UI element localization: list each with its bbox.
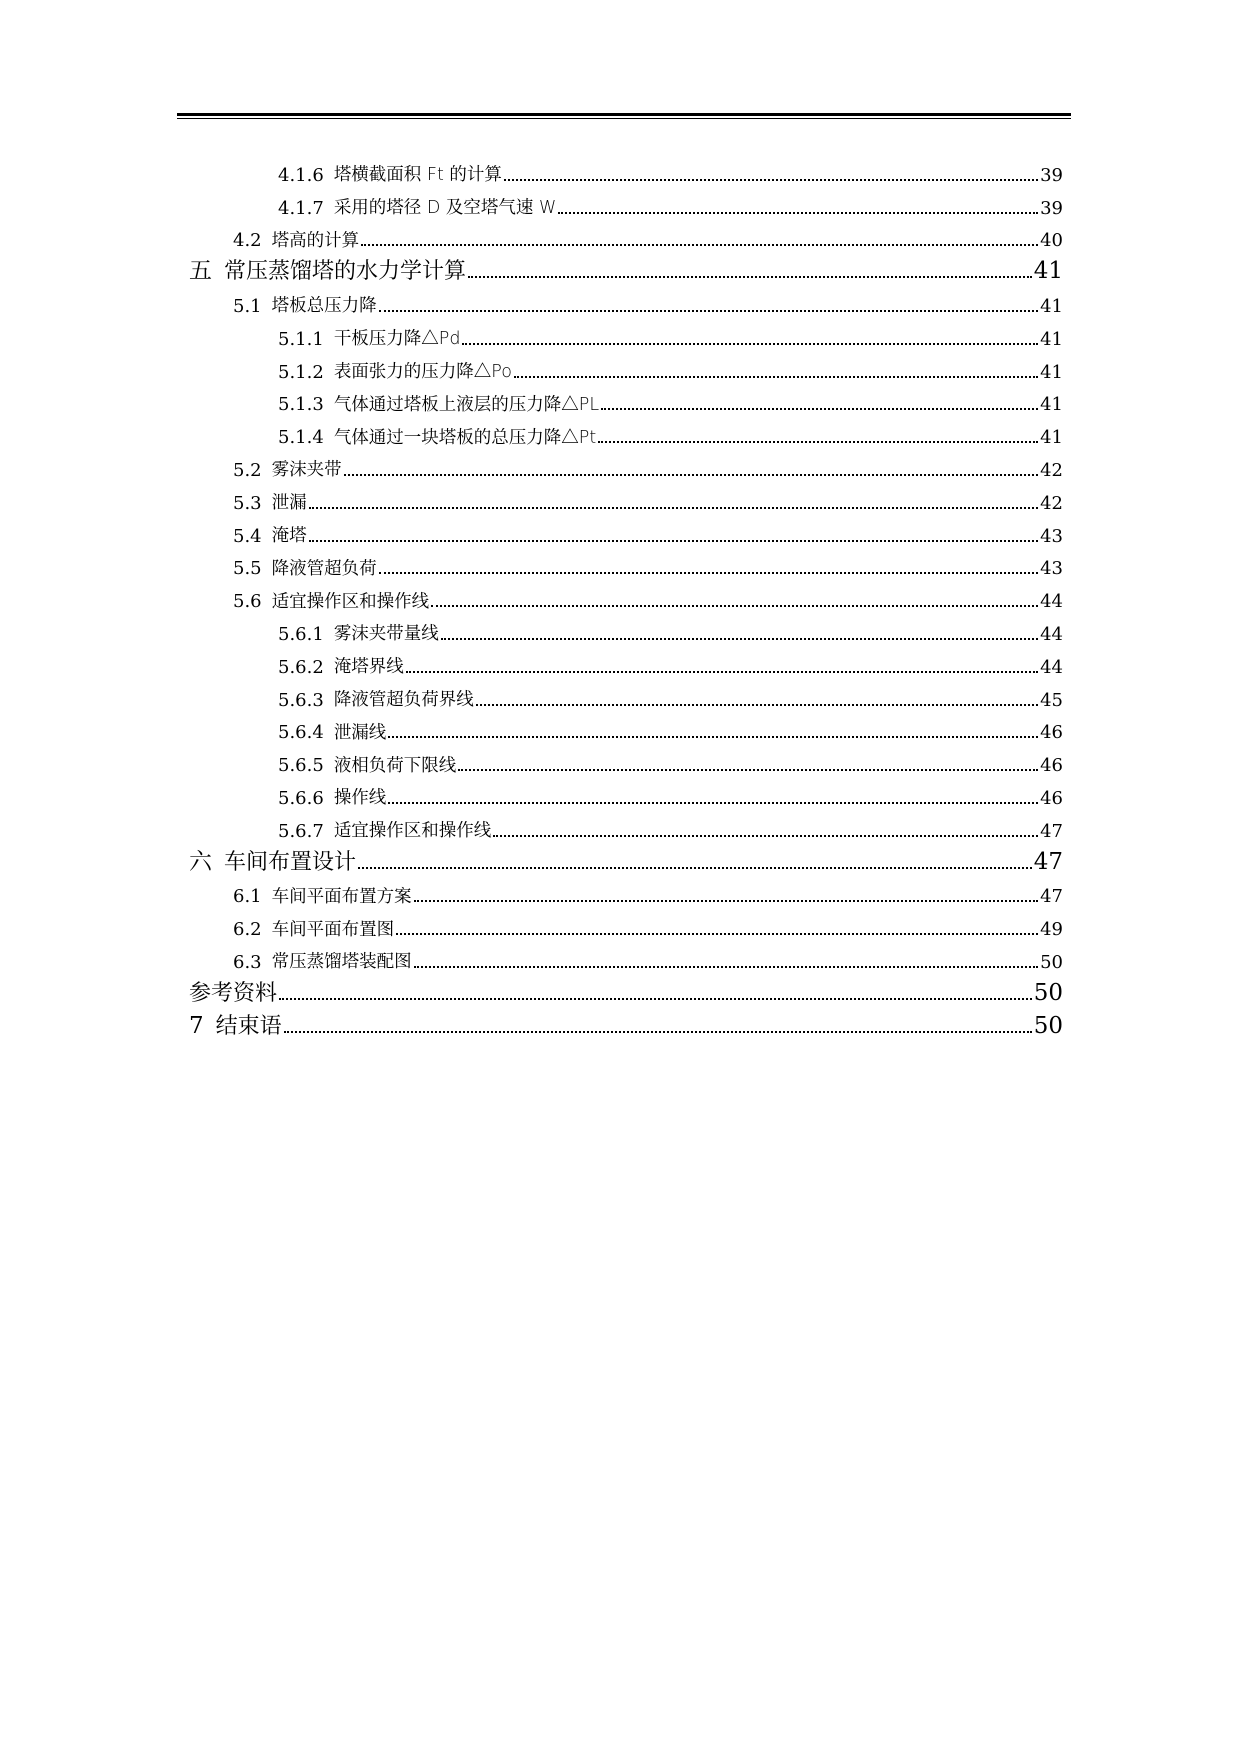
- toc-entry-page-number: 44: [1040, 591, 1063, 613]
- toc-entry-title: 适宜操作区和操作线: [271, 591, 430, 612]
- toc-dot-leader: [379, 546, 1038, 579]
- toc-dot-leader: [344, 447, 1038, 480]
- toc-dot-leader: [514, 349, 1038, 382]
- toc-entry-title: 塔高的计算: [271, 230, 360, 251]
- toc-entry[interactable]: [0, 578, 1241, 611]
- toc-entry-page-number: 46: [1040, 722, 1063, 744]
- toc-entry[interactable]: [0, 742, 1241, 775]
- toc-entry-page-number: 47: [1033, 848, 1063, 875]
- header-rule-thin: [177, 118, 1071, 119]
- toc-dot-leader: [441, 611, 1038, 644]
- toc-entry-number: 5.1.1: [278, 328, 324, 350]
- toc-entry-title: 车间平面布置方案: [271, 886, 412, 907]
- toc-entry-number: 5.6.7: [278, 820, 324, 842]
- toc-dot-leader: [601, 382, 1038, 415]
- header-rule-thick: [177, 113, 1071, 116]
- toc-entry[interactable]: [0, 775, 1241, 808]
- toc-entry[interactable]: [0, 874, 1241, 907]
- toc-entry-page-number: 42: [1040, 492, 1063, 514]
- toc-entry[interactable]: [0, 447, 1241, 480]
- toc-dot-leader: [361, 218, 1038, 251]
- toc-entry-title: 降液管超负荷界线: [333, 690, 474, 711]
- toc-entry[interactable]: [0, 316, 1241, 349]
- toc-entry-page-number: 42: [1040, 459, 1063, 481]
- toc-entry[interactable]: [0, 546, 1241, 579]
- toc-entry-number: 5.6.3: [278, 689, 324, 711]
- toc-entry[interactable]: [0, 677, 1241, 710]
- toc-entry-number: 5.1: [233, 295, 262, 317]
- toc-entry[interactable]: [0, 1005, 1241, 1038]
- toc-entry-page-number: 43: [1040, 525, 1063, 547]
- toc-entry-number: 4.1.7: [278, 197, 324, 219]
- toc-entry-title: 常压蒸馏塔装配图: [271, 952, 412, 973]
- toc-entry-title: 降液管超负荷: [271, 558, 377, 579]
- toc-entry-page-number: 50: [1033, 1012, 1063, 1039]
- toc-entry-title: 泄漏线: [333, 722, 387, 743]
- toc-entry-page-number: 41: [1040, 361, 1063, 383]
- toc-entry-number: 5.6.5: [278, 755, 324, 777]
- toc-entry-page-number: 40: [1040, 230, 1063, 252]
- toc-entry-title: 车间平面布置图: [271, 919, 395, 940]
- toc-entry[interactable]: [0, 808, 1241, 841]
- toc-dot-leader: [309, 480, 1038, 513]
- toc-entry[interactable]: [0, 414, 1241, 447]
- toc-entry[interactable]: [0, 611, 1241, 644]
- toc-dot-leader: [458, 742, 1038, 775]
- toc-entry-title: 淹塔界线: [333, 657, 404, 678]
- toc-entry-number: 4.2: [233, 230, 262, 252]
- toc-entry[interactable]: [0, 283, 1241, 316]
- toc-entry-page-number: 41: [1040, 295, 1063, 317]
- toc-entry[interactable]: [0, 250, 1241, 283]
- table-of-contents: [0, 152, 1241, 1038]
- toc-entry-title: 干板压力降△Pd: [333, 329, 461, 350]
- toc-dot-leader: [468, 250, 1032, 283]
- toc-dot-leader: [379, 283, 1038, 316]
- toc-entry-number: 5.6.4: [278, 722, 324, 744]
- toc-entry-title: 塔板总压力降: [271, 296, 377, 317]
- toc-entry-title: 结束语: [215, 1013, 282, 1039]
- toc-entry-title: 采用的塔径 D 及空塔气速 W: [333, 198, 557, 219]
- toc-dot-leader: [462, 316, 1038, 349]
- toc-entry-title: 液相负荷下限线: [333, 755, 457, 776]
- toc-dot-leader: [406, 644, 1038, 677]
- toc-entry-title: 雾沫夹带量线: [333, 624, 439, 645]
- toc-entry-page-number: 46: [1040, 755, 1063, 777]
- toc-dot-leader: [476, 677, 1038, 710]
- toc-entry[interactable]: [0, 480, 1241, 513]
- toc-dot-leader: [558, 185, 1038, 218]
- toc-entry-number: 五: [189, 258, 212, 285]
- toc-entry[interactable]: [0, 939, 1241, 972]
- toc-entry-number: 5.6: [233, 591, 262, 613]
- toc-dot-leader: [388, 775, 1038, 808]
- toc-entry-number: 5.5: [233, 558, 262, 580]
- toc-entry-page-number: 50: [1033, 979, 1063, 1006]
- toc-entry-number: 7: [189, 1012, 204, 1039]
- toc-entry[interactable]: [0, 644, 1241, 677]
- toc-entry[interactable]: [0, 906, 1241, 939]
- toc-entry[interactable]: [0, 218, 1241, 251]
- toc-dot-leader: [388, 710, 1038, 743]
- toc-entry-page-number: 39: [1040, 164, 1063, 186]
- toc-entry-page-number: 49: [1040, 919, 1063, 941]
- toc-entry-number: 4.1.6: [278, 164, 324, 186]
- toc-entry-number: 5.1.2: [278, 361, 324, 383]
- toc-entry-page-number: 41: [1040, 427, 1063, 449]
- toc-entry-page-number: 46: [1040, 787, 1063, 809]
- toc-entry-number: 6.1: [233, 886, 262, 908]
- toc-entry-number: 5.6.1: [278, 623, 324, 645]
- toc-entry-title: 参考资料: [189, 980, 278, 1006]
- toc-entry-title: 淹塔: [271, 526, 307, 547]
- toc-entry-title: 车间布置设计: [224, 849, 357, 875]
- toc-entry-page-number: 45: [1040, 689, 1063, 711]
- toc-entry-title: 常压蒸馏塔的水力学计算: [224, 259, 467, 285]
- toc-entry[interactable]: [0, 349, 1241, 382]
- toc-entry[interactable]: [0, 841, 1241, 874]
- toc-entry-page-number: 47: [1040, 820, 1063, 842]
- toc-dot-leader: [414, 939, 1038, 972]
- toc-entry-page-number: 39: [1040, 197, 1063, 219]
- toc-entry[interactable]: [0, 152, 1241, 185]
- toc-dot-leader: [309, 513, 1038, 546]
- toc-entry-number: 5.1.4: [278, 427, 324, 449]
- toc-entry-title: 泄漏: [271, 493, 307, 514]
- toc-entry-page-number: 44: [1040, 656, 1063, 678]
- toc-entry-page-number: 50: [1040, 951, 1063, 973]
- toc-dot-leader: [279, 972, 1032, 1005]
- toc-entry-title: 气体通过塔板上液层的压力降△PL: [333, 394, 600, 415]
- toc-entry-page-number: 44: [1040, 623, 1063, 645]
- toc-entry-title: 适宜操作区和操作线: [333, 821, 492, 842]
- toc-dot-leader: [414, 874, 1038, 907]
- toc-entry-title: 操作线: [333, 788, 387, 809]
- toc-entry-number: 5.6.6: [278, 787, 324, 809]
- toc-entry-title: 塔横截面积 Ft 的计算: [333, 165, 502, 186]
- toc-entry-number: 5.3: [233, 492, 262, 514]
- toc-entry-number: 5.1.3: [278, 394, 324, 416]
- toc-dot-leader: [396, 906, 1038, 939]
- toc-entry-number: 6.3: [233, 951, 262, 973]
- toc-entry-page-number: 41: [1040, 328, 1063, 350]
- toc-entry-page-number: 41: [1033, 258, 1063, 285]
- toc-entry-title: 雾沫夹带: [271, 460, 342, 481]
- toc-entry[interactable]: [0, 185, 1241, 218]
- toc-entry-number: 5.4: [233, 525, 262, 547]
- toc-entry-page-number: 47: [1040, 886, 1063, 908]
- toc-entry-title: 气体通过一块塔板的总压力降△Pt: [333, 427, 597, 448]
- toc-entry-title: 表面张力的压力降△Po: [333, 362, 512, 383]
- toc-dot-leader: [493, 808, 1038, 841]
- toc-dot-leader: [284, 1005, 1032, 1038]
- toc-entry-number: 5.6.2: [278, 656, 324, 678]
- toc-entry-page-number: 43: [1040, 558, 1063, 580]
- toc-dot-leader: [358, 841, 1032, 874]
- toc-entry-number: 六: [189, 848, 212, 875]
- toc-entry[interactable]: [0, 382, 1241, 415]
- toc-entry[interactable]: [0, 513, 1241, 546]
- toc-entry[interactable]: [0, 710, 1241, 743]
- toc-dot-leader: [504, 152, 1038, 185]
- toc-dot-leader: [431, 578, 1038, 611]
- toc-dot-leader: [598, 414, 1038, 447]
- toc-entry[interactable]: [0, 972, 1241, 1005]
- toc-entry-number: 5.2: [233, 459, 262, 481]
- toc-entry-number: 6.2: [233, 919, 262, 941]
- toc-entry-page-number: 41: [1040, 394, 1063, 416]
